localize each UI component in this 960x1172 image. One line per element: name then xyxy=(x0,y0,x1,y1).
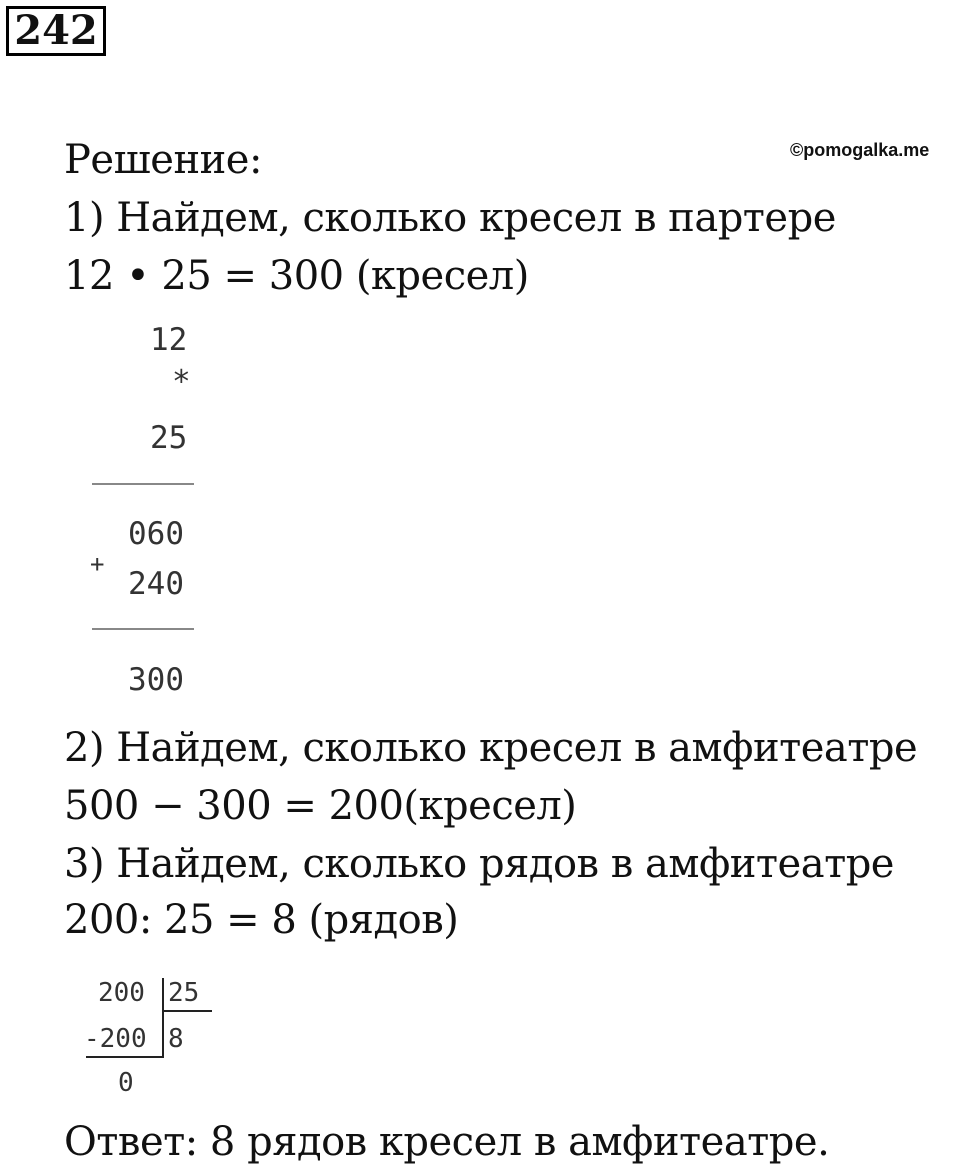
mult-result: 300 xyxy=(128,662,184,698)
division-quotient: 8 xyxy=(168,1024,184,1054)
calc-2: 500 − 300 = 200(кресел) xyxy=(64,783,577,829)
division-vertical-bar xyxy=(162,978,164,1058)
division-remainder: 0 xyxy=(118,1068,134,1098)
watermark: ©pomogalka.me xyxy=(790,140,930,160)
mult-rule-1 xyxy=(92,483,194,485)
plus-sign: + xyxy=(90,550,105,578)
task-number: 242 xyxy=(6,6,106,56)
calc-1: 12 • 25 = 300 (кресел) xyxy=(64,253,529,299)
step-1-text: 1) Найдем, сколько кресел в партере xyxy=(64,195,836,241)
solution-heading: Решение: xyxy=(64,137,262,183)
division-divisor: 25 xyxy=(168,978,200,1008)
division-subtract-underline xyxy=(86,1056,162,1058)
mult-rule-2 xyxy=(92,628,194,630)
division-divisor-underline xyxy=(164,1010,212,1012)
division-dividend: 200 xyxy=(98,978,145,1008)
step-2-text: 2) Найдем, сколько кресел в амфитеатре xyxy=(64,725,918,771)
mult-partial-1: 060 xyxy=(128,516,184,552)
calc-3: 200: 25 = 8 (рядов) xyxy=(64,897,459,943)
answer: Ответ: 8 рядов кресел в амфитеатре. xyxy=(64,1119,830,1165)
mult-sign: * xyxy=(172,364,191,400)
division-subtract: -200 xyxy=(84,1024,147,1054)
step-3-text: 3) Найдем, сколько рядов в амфитеатре xyxy=(64,841,894,887)
mult-top-number: 12 xyxy=(150,322,188,358)
mult-bottom-number: 25 xyxy=(150,420,188,456)
mult-partial-2: 240 xyxy=(128,566,184,602)
